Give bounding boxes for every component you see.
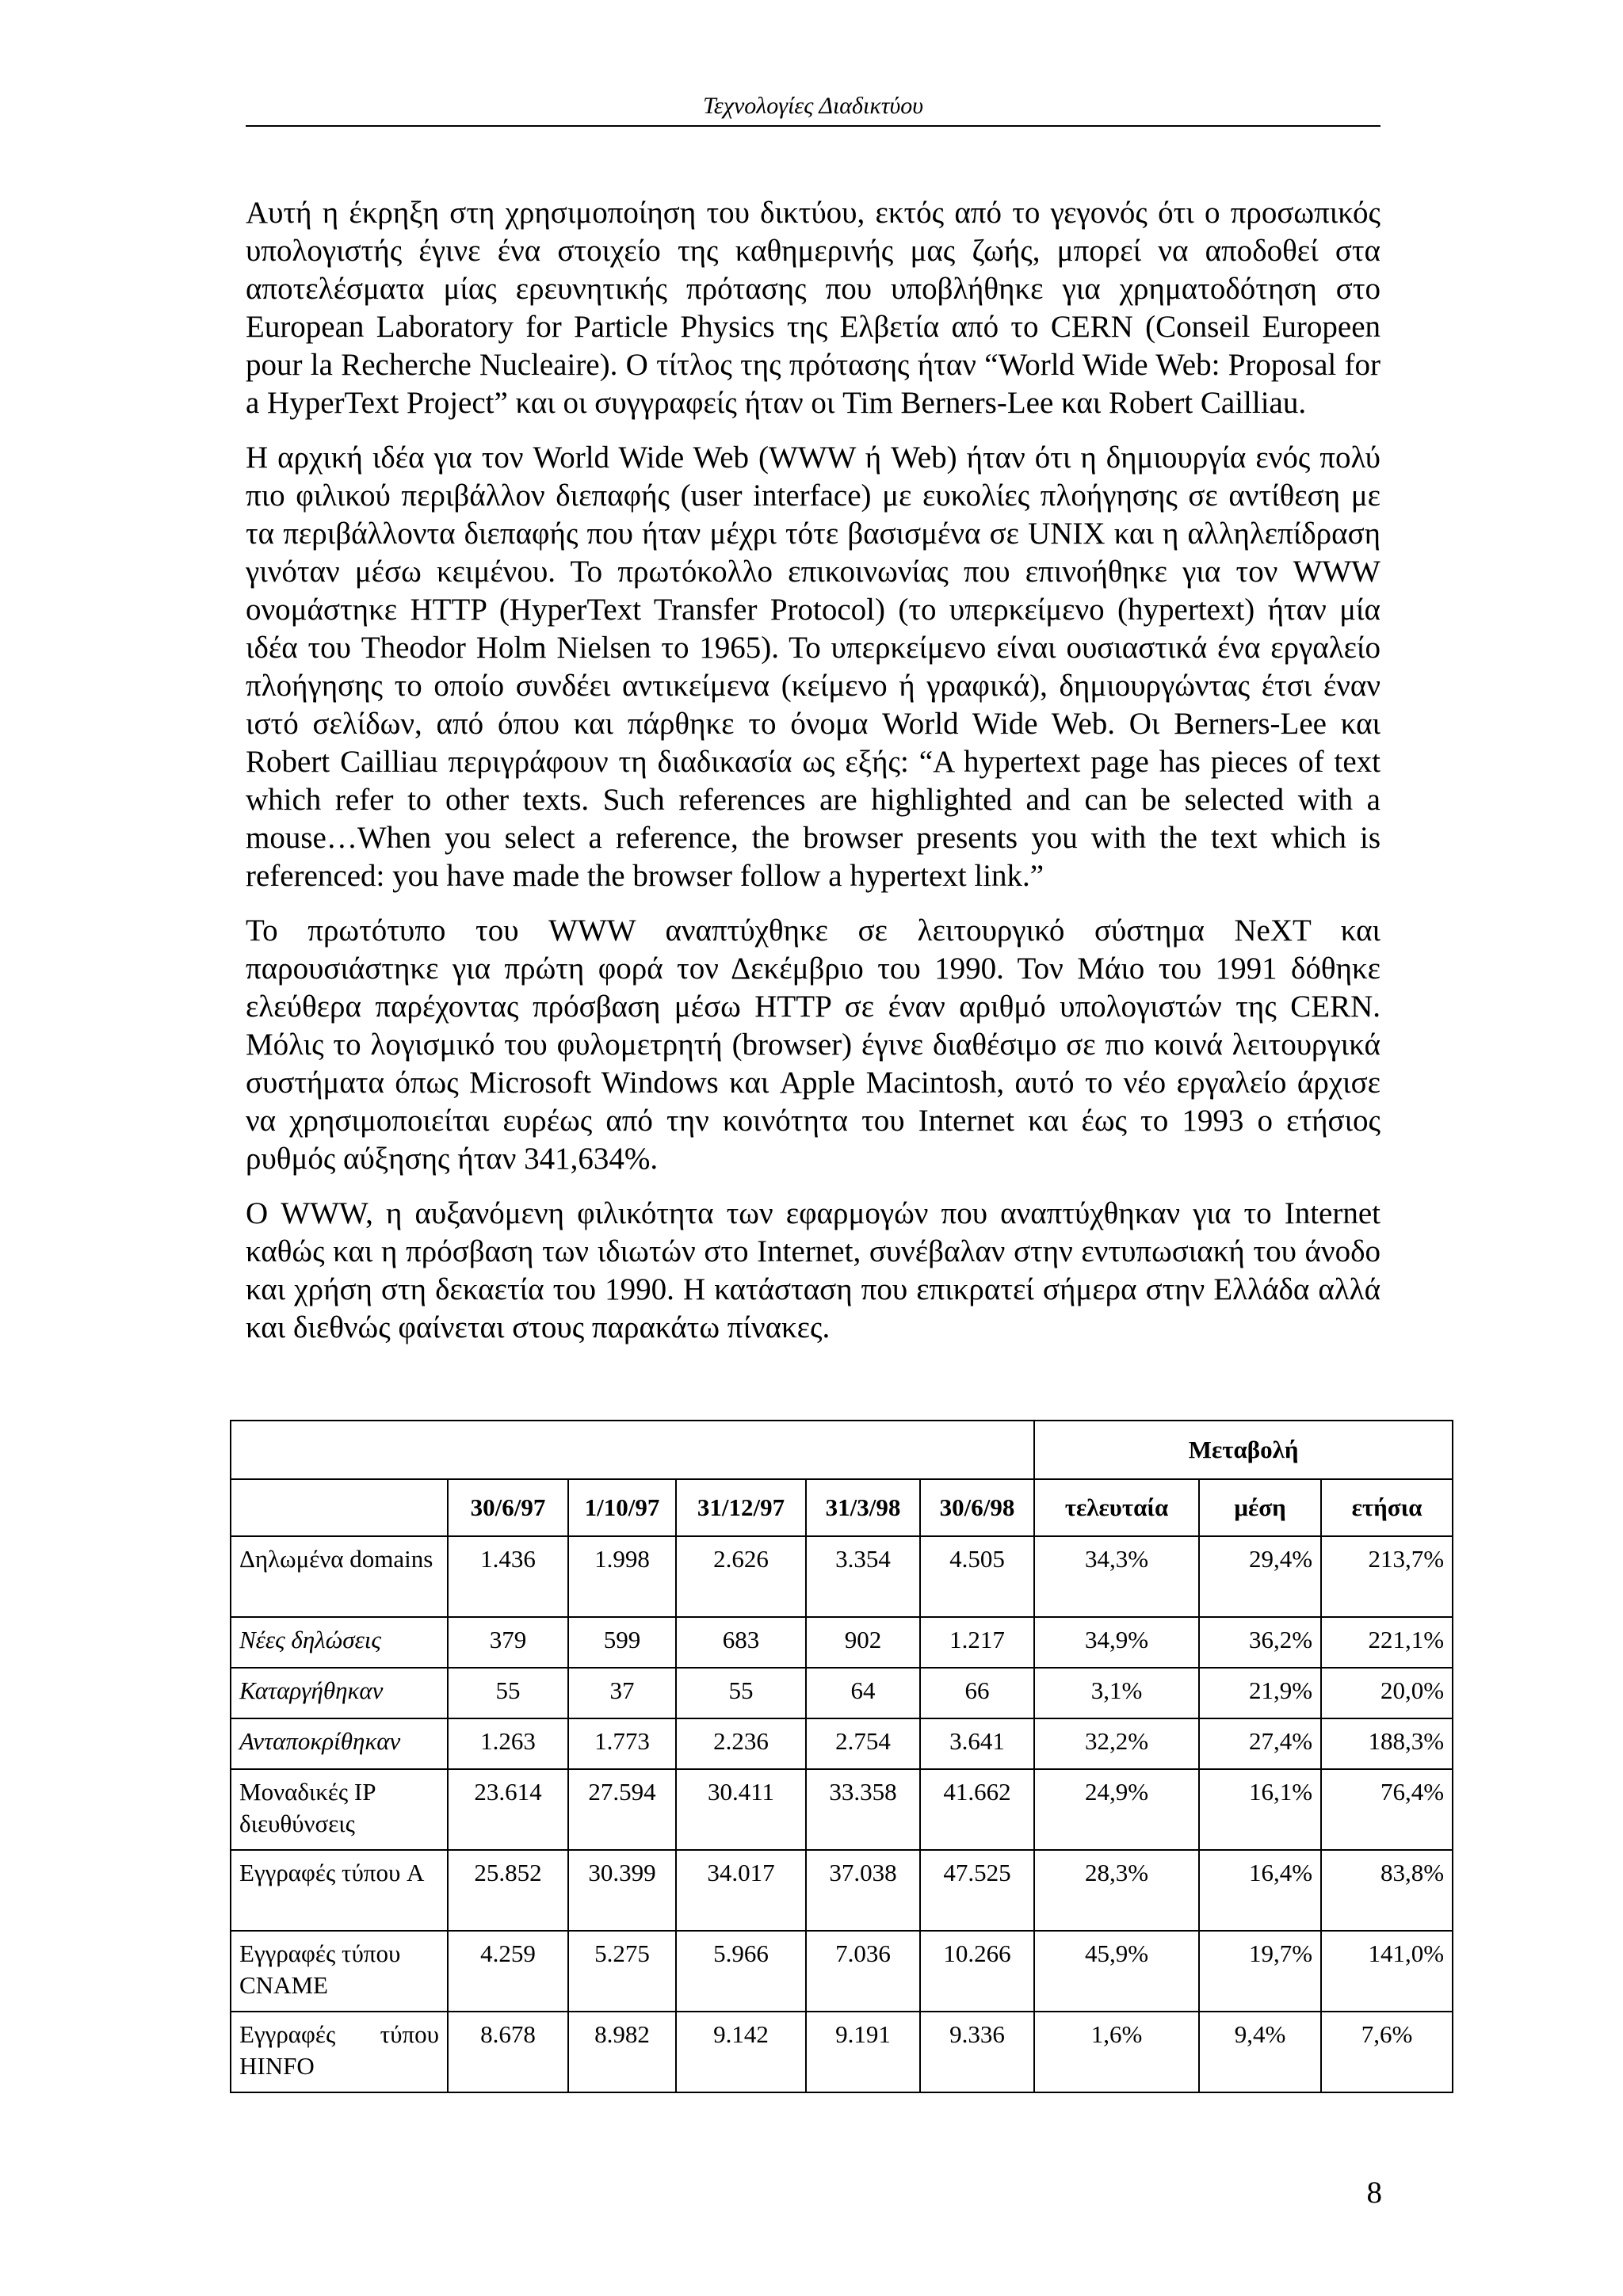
table-cell: 8.982 [568,2012,676,2092]
table-cell: 16,1% [1199,1769,1321,1850]
table-cell: 19,7% [1199,1931,1321,2012]
table-cell: 36,2% [1199,1617,1321,1668]
paragraph: Το πρωτότυπο του WWW αναπτύχθηκε σε λειτουργικό σύστημα NeXT και παρουσιάστηκε για πρώτη φορά τον Δεκέμβριο του 1990. Τον Μάιο του 1991 δόθηκε ελεύθερα παρέχοντας πρόσβαση μέσω HTTP σε έναν αριθμό υπολογιστών της CERN. Μόλις το λογισμικό του φυλομετρητή (browser) έγινε διαθέσιμο σε πιο κοινά λειτουργικά συστήματα όπως Microsoft Windows και Apple Macintosh, αυτό το νέο εργαλείο άρχισε να χρησιμοποιείται ευρέως από την κοινότητα του Internet και έως το 1993 ο ετήσιος ρυθμός αύξησης ήταν 341,634%. [246,913,1381,1176]
table-row [231,1769,1453,1850]
column-header: τελευταία [1034,1479,1199,1536]
table-row [231,1668,1453,1718]
column-header: 31/3/98 [806,1479,920,1536]
body-text [246,194,1381,1363]
table-cell: 55 [676,1668,806,1718]
table-cell: 45,9% [1034,1931,1199,2012]
table-cell: 8.678 [448,2012,568,2092]
column-header: μέση [1199,1479,1321,1536]
table-cell: 66 [920,1668,1034,1718]
table-cell: 55 [448,1668,568,1718]
page-header: Τεχνολογίες Διαδικτύου [246,92,1381,127]
table-cell: 9,4% [1199,2012,1321,2092]
paragraph: Η αρχική ιδέα για τον World Wide Web (WWW ή Web) ήταν ότι η δημιουργία ενός πολύ πιο φιλικού περιβάλλον διεπαφής (user interface) με ευκολίες πλοήγησης σε αντίθεση με τα περιβάλλοντα διεπαφής που ήταν μέχρι τότε βασισμένα σε UNIX και η αλληλεπίδραση γινόταν μέσω κειμένου. Το πρωτόκολλο επικοινωνίας που επινοήθηκε για τον WWW ονομάστηκε HTTP (HyperText Transfer Protocol) (το υπερκείμενο (hypertext) ήταν μία ιδέα του Theodor Holm Nielsen το 1965). Το υπερκείμενο είναι ουσιαστικά ένα εργαλείο πλοήγησης το οποίο συνδέει αντικείμενα (κείμενο ή γραφικά), δημιουργώντας έτσι έναν ιστό σελίδων, από όπου και πάρθηκε το όνομα World Wide Web. Οι Berners-Lee και Robert Cailliau περιγράφουν τη διαδικασία ως εξής: “A hypertext page has pieces of text which refer to other texts. Such references are highlighted and can be selected with a mouse…When you select a reference, the browser presents you with the text which is referenced: you have made the browser follow a hypertext link.” [246,441,1381,893]
row-label: Ανταποκρίθηκαν [231,1718,448,1769]
table-row [231,1617,1453,1668]
table-cell: 379 [448,1617,568,1668]
table-cell: 1.998 [568,1536,676,1617]
table-cell: 2.754 [806,1718,920,1769]
table-row [231,1718,1453,1769]
table-cell: 221,1% [1321,1617,1453,1668]
table-cell: 16,4% [1199,1850,1321,1931]
table-cell: 4.259 [448,1931,568,2012]
table-cell: 41.662 [920,1769,1034,1850]
table-cell: 3,1% [1034,1668,1199,1718]
table-cell: 2.626 [676,1536,806,1617]
table-cell: 1,6% [1034,2012,1199,2092]
table-cell: 21,9% [1199,1668,1321,1718]
row-label: Εγγραφές τύπου HINFO [231,2012,448,2092]
table-cell: 3.354 [806,1536,920,1617]
table-cell: 83,8% [1321,1850,1453,1931]
table-cell: 902 [806,1617,920,1668]
table-cell: 32,2% [1034,1718,1199,1769]
table-empty-header-cell [231,1479,448,1536]
table-cell: 1.436 [448,1536,568,1617]
table-cell: 213,7% [1321,1536,1453,1617]
table-cell: 5.966 [676,1931,806,2012]
table-cell: 141,0% [1321,1931,1453,2012]
table-cell: 4.505 [920,1536,1034,1617]
row-label: Μοναδικές IP διευθύνσεις [231,1769,448,1850]
table-cell: 29,4% [1199,1536,1321,1617]
table-row [231,1931,1453,2012]
table-cell: 1.773 [568,1718,676,1769]
table-cell: 1.217 [920,1617,1034,1668]
row-label: Εγγραφές τύπου A [231,1850,448,1931]
table-empty-header-cell [231,1421,1034,1479]
table-cell: 28,3% [1034,1850,1199,1931]
table-cell: 25.852 [448,1850,568,1931]
table-cell: 683 [676,1617,806,1668]
domains-statistics-table [230,1420,1453,2093]
column-header: 31/12/97 [676,1479,806,1536]
paragraph: Ο WWW, η αυξανόμενη φιλικότητα των εφαρμογών που αναπτύχθηκαν για το Internet καθώς και η πρόσβαση των ιδιωτών στο Internet, συνέβαλαν στην εντυπωσιακή του άνοδο και χρήση στη δεκαετία του 1990. Η κατάσταση που επικρατεί σήμερα στην Ελλάδα αλλά και διεθνώς φαίνεται στους παρακάτω πίνακες. [246,1196,1381,1344]
table-cell: 33.358 [806,1769,920,1850]
table-cell: 20,0% [1321,1668,1453,1718]
column-header: 30/6/98 [920,1479,1034,1536]
table-cell: 2.236 [676,1718,806,1769]
paragraph: Αυτή η έκρηξη στη χρησιμοποίηση του δικτύου, εκτός από το γεγονός ότι ο προσωπικός υπολογιστής έγινε ένα στοιχείο της καθημερινής μας ζωής, μπορεί να αποδοθεί στα αποτελέσματα μίας ερευνητικής πρότασης που υποβλήθηκε για χρηματοδότηση στο European Laboratory for Particle Physics της Ελβετία από το CERN (Conseil Europeen pour la Recherche Nucleaire). Ο τίτλος της πρότασης ήταν “World Wide Web: Proposal for a HyperText Project” και οι συγγραφείς ήταν οι Tim Berners-Lee και Robert Cailliau. [246,196,1381,420]
column-header: 30/6/97 [448,1479,568,1536]
row-label: Δηλωμένα domains [231,1536,448,1617]
table-cell: 7,6% [1321,2012,1453,2092]
table-cell: 34,9% [1034,1617,1199,1668]
table-cell: 9.142 [676,2012,806,2092]
table-cell: 10.266 [920,1931,1034,2012]
table-cell: 1.263 [448,1718,568,1769]
table-cell: 5.275 [568,1931,676,2012]
table-cell: 30.411 [676,1769,806,1850]
table-cell: 34.017 [676,1850,806,1931]
change-group-header: Μεταβολή [1034,1421,1453,1479]
table-cell: 37 [568,1668,676,1718]
table-cell: 47.525 [920,1850,1034,1931]
table-cell: 30.399 [568,1850,676,1931]
table-cell: 76,4% [1321,1769,1453,1850]
table-cell: 7.036 [806,1931,920,2012]
table-cell: 188,3% [1321,1718,1453,1769]
table-row [231,2012,1453,2092]
table-row [231,1536,1453,1617]
table-cell: 64 [806,1668,920,1718]
table-cell: 34,3% [1034,1536,1199,1617]
column-header: ετήσια [1321,1479,1453,1536]
table-cell: 23.614 [448,1769,568,1850]
row-label: Νέες δηλώσεις [231,1617,448,1668]
row-label: Εγγραφές τύπου CNAME [231,1931,448,2012]
table-row [231,1850,1453,1931]
row-label: Καταργήθηκαν [231,1668,448,1718]
table-cell: 9.191 [806,2012,920,2092]
table-cell: 24,9% [1034,1769,1199,1850]
table-cell: 27.594 [568,1769,676,1850]
table-header-row [231,1479,1453,1536]
table-cell: 3.641 [920,1718,1034,1769]
table-header-group-row [231,1421,1453,1479]
page-number: 8 [1366,2176,1382,2210]
table-cell: 27,4% [1199,1718,1321,1769]
column-header: 1/10/97 [568,1479,676,1536]
table-cell: 9.336 [920,2012,1034,2092]
table-cell: 37.038 [806,1850,920,1931]
table-cell: 599 [568,1617,676,1668]
